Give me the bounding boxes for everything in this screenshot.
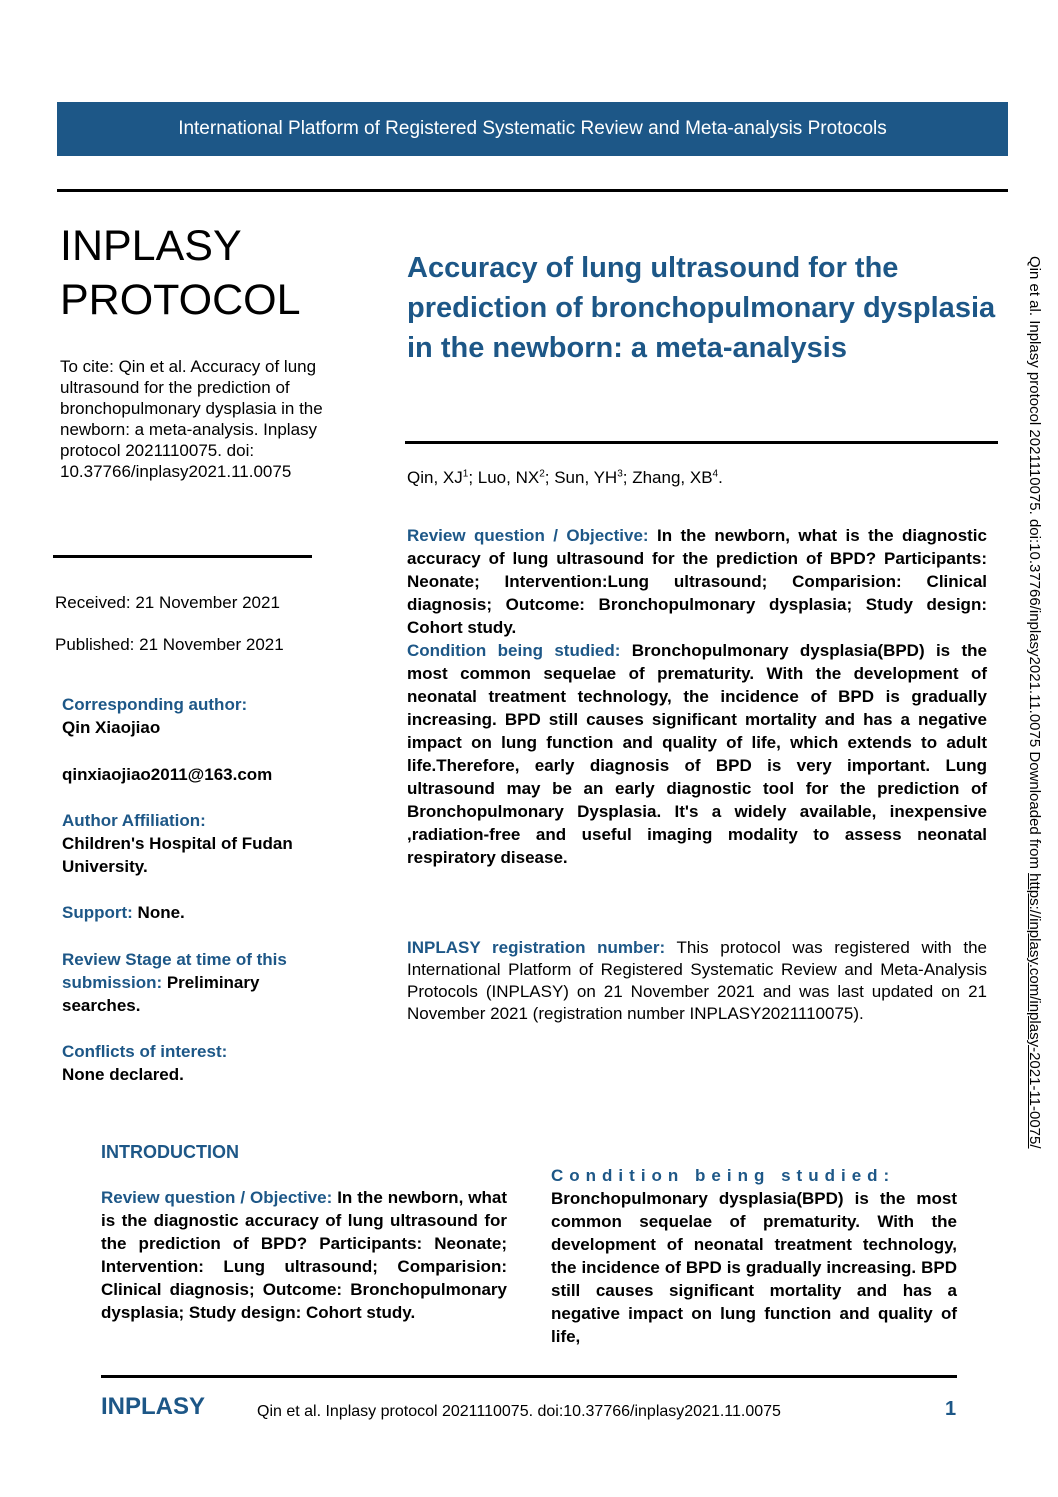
review-question <box>407 524 987 639</box>
author-email[interactable]: qinxiaojiao2011@163.com <box>62 765 273 784</box>
author-3: ; Sun, YH <box>544 468 618 487</box>
condition-label: Condition being studied: <box>407 641 621 660</box>
journal-banner: International Platform of Registered Systematic Review and Meta-analysis Protocols <box>57 102 1008 156</box>
registration-label: INPLASY registration number: <box>407 938 666 957</box>
author-affiliation <box>62 809 332 878</box>
intro-review-question <box>101 1186 507 1324</box>
author-4-sup: 4 <box>712 468 719 480</box>
footer-citation: Qin et al. Inplasy protocol 2021110075. doi:10.37766/inplasy2021.11.0075 <box>257 1403 781 1420</box>
author-end: . <box>718 468 723 487</box>
title-rule <box>405 441 998 444</box>
inplasy-protocol-logo <box>60 219 301 327</box>
review-question-label: Review question / Objective: <box>407 526 649 545</box>
review-question-text: In the newborn, what is the diagnostic accuracy of lung ultrasound for the prediction of BPD? Participants: Neonate; Intervention:Lung ultrasound; Comparision: Clinical diagnosis; Outcome: Bronchopulmonary dysplasia; Study design: Cohort study. <box>407 526 987 637</box>
support <box>62 901 332 924</box>
side-download-note <box>1026 256 1043 1149</box>
page-number: 1 <box>945 1398 957 1420</box>
corresponding-name: Qin Xiaojiao <box>62 718 161 737</box>
footer-rule <box>101 1375 957 1378</box>
article-title: Accuracy of lung ultrasound for the prediction of bronchopulmonary dysplasia in the newborn: a meta-analysis <box>407 252 996 364</box>
author-2-sup: 2 <box>539 468 545 480</box>
received-date: Received: 21 November 2021 <box>55 593 280 612</box>
corresponding-author <box>62 693 332 739</box>
condition-studied <box>407 639 987 869</box>
intro-review-label: Review question / Objective: <box>101 1188 333 1207</box>
stage-text: Preliminary searches. <box>62 973 260 1015</box>
author-list <box>407 468 723 488</box>
affiliation-label: Author Affiliation: <box>62 811 206 830</box>
conflicts <box>62 1040 332 1086</box>
author-4: ; Zhang, XB <box>622 468 713 487</box>
side-text: Qin et al. Inplasy protocol 2021110075. doi:10.37766/inplasy2021.11.0075 Downloaded from <box>1026 256 1043 874</box>
intro-review-text: In the newborn, what is the diagnostic accuracy of lung ultrasound for the prediction of BPD? Participants: Neonate; Intervention: Lung ultrasound; Comparision: Clinical diagnosis; Outcome: Bronchopulmonary dysplasia; Study design: Cohort study. <box>101 1188 507 1322</box>
download-link[interactable]: https://inplasy.com/inplasy-2021-11-0075/ <box>1026 873 1043 1149</box>
logo-line-2: PROTOCOL <box>60 276 301 324</box>
stage-label: Review Stage at time of this submission: <box>62 950 287 992</box>
affiliation-text: Children's Hospital of Fudan University. <box>62 834 293 876</box>
author-2: ; Luo, NX <box>468 468 540 487</box>
logo-line-1: INPLASY <box>60 222 242 270</box>
published-date: Published: 21 November 2021 <box>55 635 284 654</box>
intro-condition <box>551 1164 957 1348</box>
intro-condition-label: Condition being studied: <box>551 1166 896 1185</box>
author-3-sup: 3 <box>617 468 623 480</box>
support-label: Support: <box>62 903 133 922</box>
introduction-heading: INTRODUCTION <box>101 1142 239 1162</box>
top-rule <box>57 189 1008 192</box>
footer-logo: INPLASY <box>101 1393 206 1420</box>
support-text: None. <box>132 903 185 922</box>
registration-number <box>407 937 987 1025</box>
review-stage <box>62 948 332 1017</box>
conflicts-text: None declared. <box>62 1065 184 1084</box>
citation-text: To cite: Qin et al. Accuracy of lung ultrasound for the prediction of bronchopulmonary dysplasia in the newborn: a meta-analysis. Inplasy protocol 2021110075. doi: 10.37766/inplasy2021.11.0075 <box>60 357 323 481</box>
condition-text: Bronchopulmonary dysplasia(BPD) is the most common sequelae of prematurity. With the development of neonatal treatment technology, the incidence of BPD is gradually increasing. BPD still causes significant mortality and has a negative impact on lung function and quality of life, which extends to adult life.Therefore, early diagnosis of BPD is very important. Lung ultrasound may be an early diagnostic tool for the prediction of Bronchopulmonary Dysplasia. It's a widely available, inexpensive ,radiation-free and useful imaging modality to assess neonatal respiratory disease. <box>407 641 987 867</box>
conflicts-label: Conflicts of interest: <box>62 1042 228 1061</box>
author-1-sup: 1 <box>462 468 469 480</box>
corresponding-label: Corresponding author: <box>62 695 248 714</box>
author-1: Qin, XJ <box>407 468 463 487</box>
registration-text: This protocol was registered with the International Platform of Registered Systematic Review and Meta-Analysis Protocols (INPLASY) on 21 November 2021 and was last updated on 21 November 2021 (registration number INPLASY2021110075). <box>407 938 987 1023</box>
citation-rule <box>53 555 312 558</box>
intro-condition-text: Bronchopulmonary dysplasia(BPD) is the most common sequelae of prematurity. With the development of neonatal treatment technology, the incidence of BPD is gradually increasing. BPD still causes significant mortality and has a negative impact on lung function and quality of life, <box>551 1189 957 1346</box>
